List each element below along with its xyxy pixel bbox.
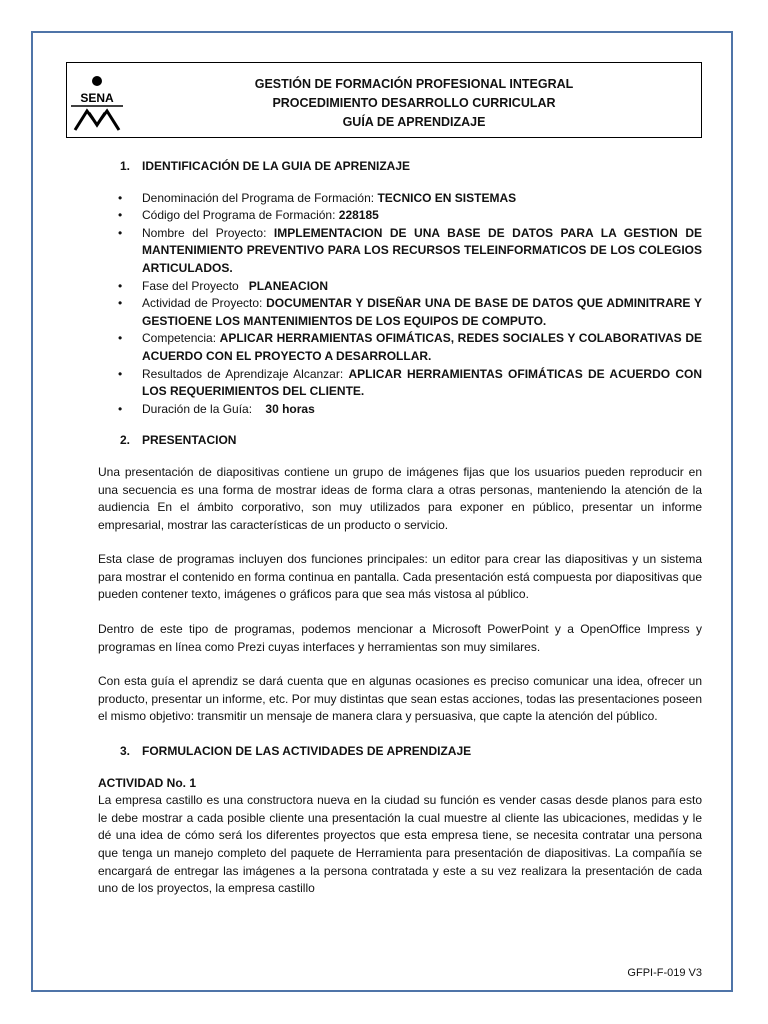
presentation-paragraph: Con esta guía el aprendiz se dará cuenta que en algunas ocasiones es preciso comunicar una idea, ofrecer un producto, presentar un informe, etc. Por muy distintas que sean estas acciones, todas las presentaciones poseen el mismo objetivo: transmitir un mensaje de manera clara y persuasiva, que capte la atención del público. xyxy=(98,674,702,724)
presentation-paragraph: Esta clase de programas incluyen dos funciones principales: un editor para crear las diapositivas y un sistema para mostrar el contenido en forma continua en pantalla. Cada presentación está compuesta por diapositivas que pueden contener texto, imágenes o gráficos para que sea más vistosa al público. xyxy=(98,552,702,602)
sena-logo-icon xyxy=(69,75,125,133)
list-item: • Competencia: APLICAR HERRAMIENTAS OFIMÁTICAS, REDES SOCIALES Y COLABORATIVAS DE ACUERDO CON EL PROYECTO A DESARROLLAR. xyxy=(142,330,702,365)
list-item: • Denominación del Programa de Formación: TECNICO EN SISTEMAS xyxy=(142,190,702,208)
list-item: • Código del Programa de Formación: 228185 xyxy=(142,207,702,225)
presentation-paragraph: Una presentación de diapositivas contiene un grupo de imágenes fijas que los usuarios pueden reproducir en una secuencia es una forma de mostrar ideas de forma clara a otras personas, manteniendo la atención de la audiencia En el ámbito corporativo, son muy utilizados para exponer en público, presentar un informe empresarial, mostrar las características de un producto o servicio. xyxy=(98,464,702,532)
header-title-line1: GESTIÓN DE FORMACIÓN PROFESIONAL INTEGRAL xyxy=(254,77,574,91)
list-item: • Nombre del Proyecto: IMPLEMENTACION DE UNA BASE DE DATOS PARA LA GESTION DE MANTENIMIENTO PREVENTIVO PARA LOS RECURSOS TELEINFORMATICOS DE LOS COLEGIOS ARTICULADOS. xyxy=(142,225,702,278)
list-item: • Resultados de Aprendizaje Alcanzar: APLICAR HERRAMIENTAS OFIMÁTICAS DE ACUERDO CON LOS REQUERIMIENTOS DEL CLIENTE. xyxy=(142,366,702,401)
header-title-line3: GUÍA DE APRENDIZAJE xyxy=(342,115,486,129)
document-body xyxy=(98,158,702,915)
header-title-line2: PROCEDIMIENTO DESARROLLO CURRICULAR xyxy=(272,96,556,110)
activity-paragraph: La empresa castillo es una constructora nueva en la ciudad su función es vender casas desde planos para esto le debe mostrar a cada posible cliente una presentación la cual muestre al cliente las ubicaciones, medidas y le dé una idea de cómo será los diferentes proyectos que esta empresa tiene, se necesita contratar una persona que tenga un manejo completo del paquete de Herramienta para presentación de diapositivas. La compañía se encargará de entregar las imágenes a la persona contratada y este a su vez realizara la presentación de cada uno de los proyectos, la empresa castillo xyxy=(98,793,702,896)
list-item: • Fase del Proyecto PLANEACION xyxy=(142,278,702,296)
footer-code: GFPI-F-019 V3 xyxy=(627,967,702,979)
document-header xyxy=(66,62,702,138)
activity-title: ACTIVIDAD No. 1 xyxy=(98,775,197,790)
sena-logo-text: SENA xyxy=(80,91,114,105)
list-item: • Duración de la Guía: 30 horas xyxy=(142,401,702,419)
section1-heading: 1. IDENTIFICACIÓN DE LA GUIA DE APRENIZAJE xyxy=(120,159,411,173)
presentation-paragraph: Dentro de este tipo de programas, podemos mencionar a Microsoft PowerPoint y a OpenOffice Impress y programas en línea como Prezi cuyas interfaces y herramientas son muy similares. xyxy=(98,622,702,654)
list-item: • Actividad de Proyecto: DOCUMENTAR Y DISEÑAR UNA DE BASE DE DATOS QUE ADMINITRARE Y GESTIOENE LOS MANTENIMIENTOS DE LOS EQUIPOS DE COMPUTO. xyxy=(142,295,702,330)
identification-list xyxy=(98,190,702,419)
section2-heading: 2. PRESENTACION xyxy=(120,433,237,448)
section3-heading: 3. FORMULACION DE LAS ACTIVIDADES DE APRENDIZAJE xyxy=(120,744,472,759)
